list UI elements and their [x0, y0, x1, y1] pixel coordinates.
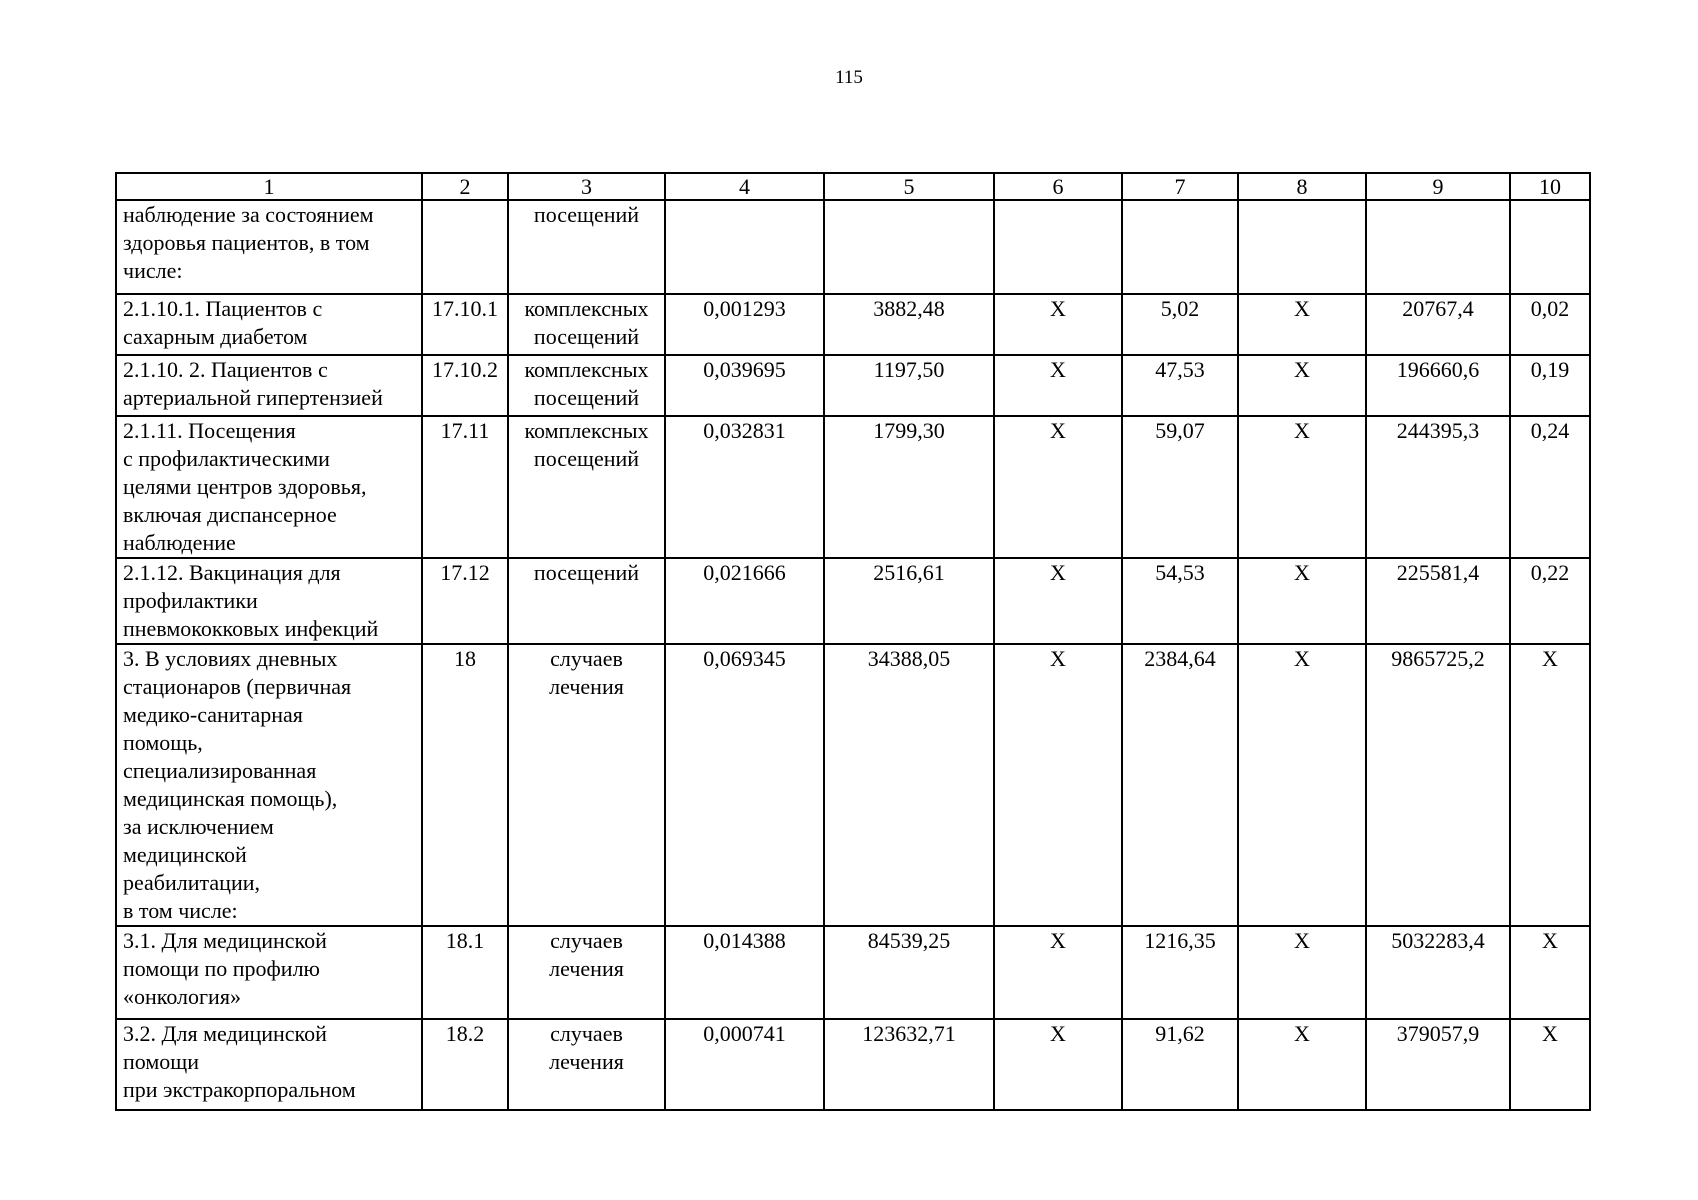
row-value-cell: 0,039695	[665, 355, 824, 416]
row-unit-cell: посещений	[508, 558, 665, 644]
row-value-cell: 59,07	[1122, 416, 1238, 558]
column-header-4: 4	[665, 173, 824, 200]
row-unit-cell: случаев лечения	[508, 1019, 665, 1110]
row-value-cell: Х	[994, 644, 1122, 926]
row-value-cell: Х	[1238, 926, 1366, 1019]
table-row	[116, 416, 1590, 558]
row-unit-cell: комплексных посещений	[508, 294, 665, 355]
table-row	[116, 1019, 1590, 1110]
row-code-cell: 17.12	[422, 558, 508, 644]
row-value-cell: Х	[994, 416, 1122, 558]
row-value-cell: Х	[994, 294, 1122, 355]
row-value-cell	[824, 200, 994, 294]
row-value-cell: 244395,3	[1366, 416, 1510, 558]
column-header-1: 1	[116, 173, 422, 200]
row-value-cell: 91,62	[1122, 1019, 1238, 1110]
table-row	[116, 200, 1590, 294]
row-value-cell: 0,02	[1510, 294, 1590, 355]
row-value-cell	[1122, 200, 1238, 294]
row-value-cell	[1366, 200, 1510, 294]
row-unit-cell: посещений	[508, 200, 665, 294]
row-value-cell: 0,22	[1510, 558, 1590, 644]
row-value-cell	[1238, 200, 1366, 294]
row-value-cell: 34388,05	[824, 644, 994, 926]
column-header-7: 7	[1122, 173, 1238, 200]
column-header-2: 2	[422, 173, 508, 200]
row-value-cell: 0,069345	[665, 644, 824, 926]
row-value-cell: 0,021666	[665, 558, 824, 644]
row-value-cell: Х	[1238, 355, 1366, 416]
row-value-cell: 2384,64	[1122, 644, 1238, 926]
row-value-cell: 2516,61	[824, 558, 994, 644]
column-header-10: 10	[1510, 173, 1590, 200]
row-value-cell: 123632,71	[824, 1019, 994, 1110]
column-header-3: 3	[508, 173, 665, 200]
row-value-cell: 54,53	[1122, 558, 1238, 644]
row-value-cell: Х	[1510, 1019, 1590, 1110]
row-name-cell: 3. В условиях дневных стационаров (первичная медико-санитарная помощь, специализированная медицинская помощь), за исключением медицинской реабилитации, в том числе:	[116, 644, 422, 926]
row-code-cell: 17.10.1	[422, 294, 508, 355]
row-value-cell	[1510, 200, 1590, 294]
table-row	[116, 644, 1590, 926]
row-name-cell: 2.1.11. Посещения с профилактическими целями центров здоровья, включая диспансерное наблюдение	[116, 416, 422, 558]
row-value-cell: Х	[1238, 558, 1366, 644]
row-value-cell: 1197,50	[824, 355, 994, 416]
column-header-6: 6	[994, 173, 1122, 200]
row-value-cell: Х	[1510, 926, 1590, 1019]
row-value-cell: 379057,9	[1366, 1019, 1510, 1110]
row-value-cell: Х	[1238, 1019, 1366, 1110]
row-value-cell	[665, 200, 824, 294]
row-value-cell: 1216,35	[1122, 926, 1238, 1019]
row-value-cell: 3882,48	[824, 294, 994, 355]
row-value-cell: Х	[1238, 644, 1366, 926]
row-value-cell: Х	[994, 1019, 1122, 1110]
row-value-cell: Х	[1510, 644, 1590, 926]
column-header-5: 5	[824, 173, 994, 200]
row-value-cell: 0,001293	[665, 294, 824, 355]
row-unit-cell: случаев лечения	[508, 926, 665, 1019]
row-code-cell: 17.11	[422, 416, 508, 558]
row-value-cell: 84539,25	[824, 926, 994, 1019]
column-header-8: 8	[1238, 173, 1366, 200]
row-value-cell: 225581,4	[1366, 558, 1510, 644]
row-unit-cell: комплексных посещений	[508, 355, 665, 416]
row-value-cell	[994, 200, 1122, 294]
row-value-cell: 47,53	[1122, 355, 1238, 416]
row-value-cell: 0,032831	[665, 416, 824, 558]
row-value-cell: 5,02	[1122, 294, 1238, 355]
row-value-cell: 0,19	[1510, 355, 1590, 416]
row-value-cell: 5032283,4	[1366, 926, 1510, 1019]
page-number: 115	[835, 67, 863, 88]
row-value-cell: Х	[1238, 294, 1366, 355]
row-value-cell: Х	[994, 558, 1122, 644]
row-code-cell: 18.1	[422, 926, 508, 1019]
row-unit-cell: случаев лечения	[508, 644, 665, 926]
row-name-cell: 2.1.12. Вакцинация для профилактики пневмококковых инфекций	[116, 558, 422, 644]
row-value-cell: 0,000741	[665, 1019, 824, 1110]
row-name-cell: 3.1. Для медицинской помощи по профилю «онкология»	[116, 926, 422, 1019]
table-row	[116, 294, 1590, 355]
row-value-cell: 0,24	[1510, 416, 1590, 558]
row-code-cell: 17.10.2	[422, 355, 508, 416]
row-value-cell: 1799,30	[824, 416, 994, 558]
row-name-cell: 2.1.10.1. Пациентов с сахарным диабетом	[116, 294, 422, 355]
row-name-cell: наблюдение за состоянием здоровья пациентов, в том числе:	[116, 200, 422, 294]
row-value-cell: Х	[994, 926, 1122, 1019]
column-header-9: 9	[1366, 173, 1510, 200]
row-value-cell: 20767,4	[1366, 294, 1510, 355]
row-value-cell: Х	[994, 355, 1122, 416]
row-name-cell: 2.1.10. 2. Пациентов с артериальной гипертензией	[116, 355, 422, 416]
table-row	[116, 558, 1590, 644]
table-row	[116, 926, 1590, 1019]
column-number-header-row	[116, 173, 1590, 200]
row-code-cell: 18	[422, 644, 508, 926]
row-code-cell: 18.2	[422, 1019, 508, 1110]
row-unit-cell: комплексных посещений	[508, 416, 665, 558]
row-name-cell: 3.2. Для медицинской помощи при экстракорпоральном	[116, 1019, 422, 1110]
row-value-cell: Х	[1238, 416, 1366, 558]
row-value-cell: 0,014388	[665, 926, 824, 1019]
table-row	[116, 355, 1590, 416]
row-value-cell: 9865725,2	[1366, 644, 1510, 926]
row-value-cell: 196660,6	[1366, 355, 1510, 416]
row-code-cell	[422, 200, 508, 294]
tariff-table	[115, 172, 1591, 1111]
